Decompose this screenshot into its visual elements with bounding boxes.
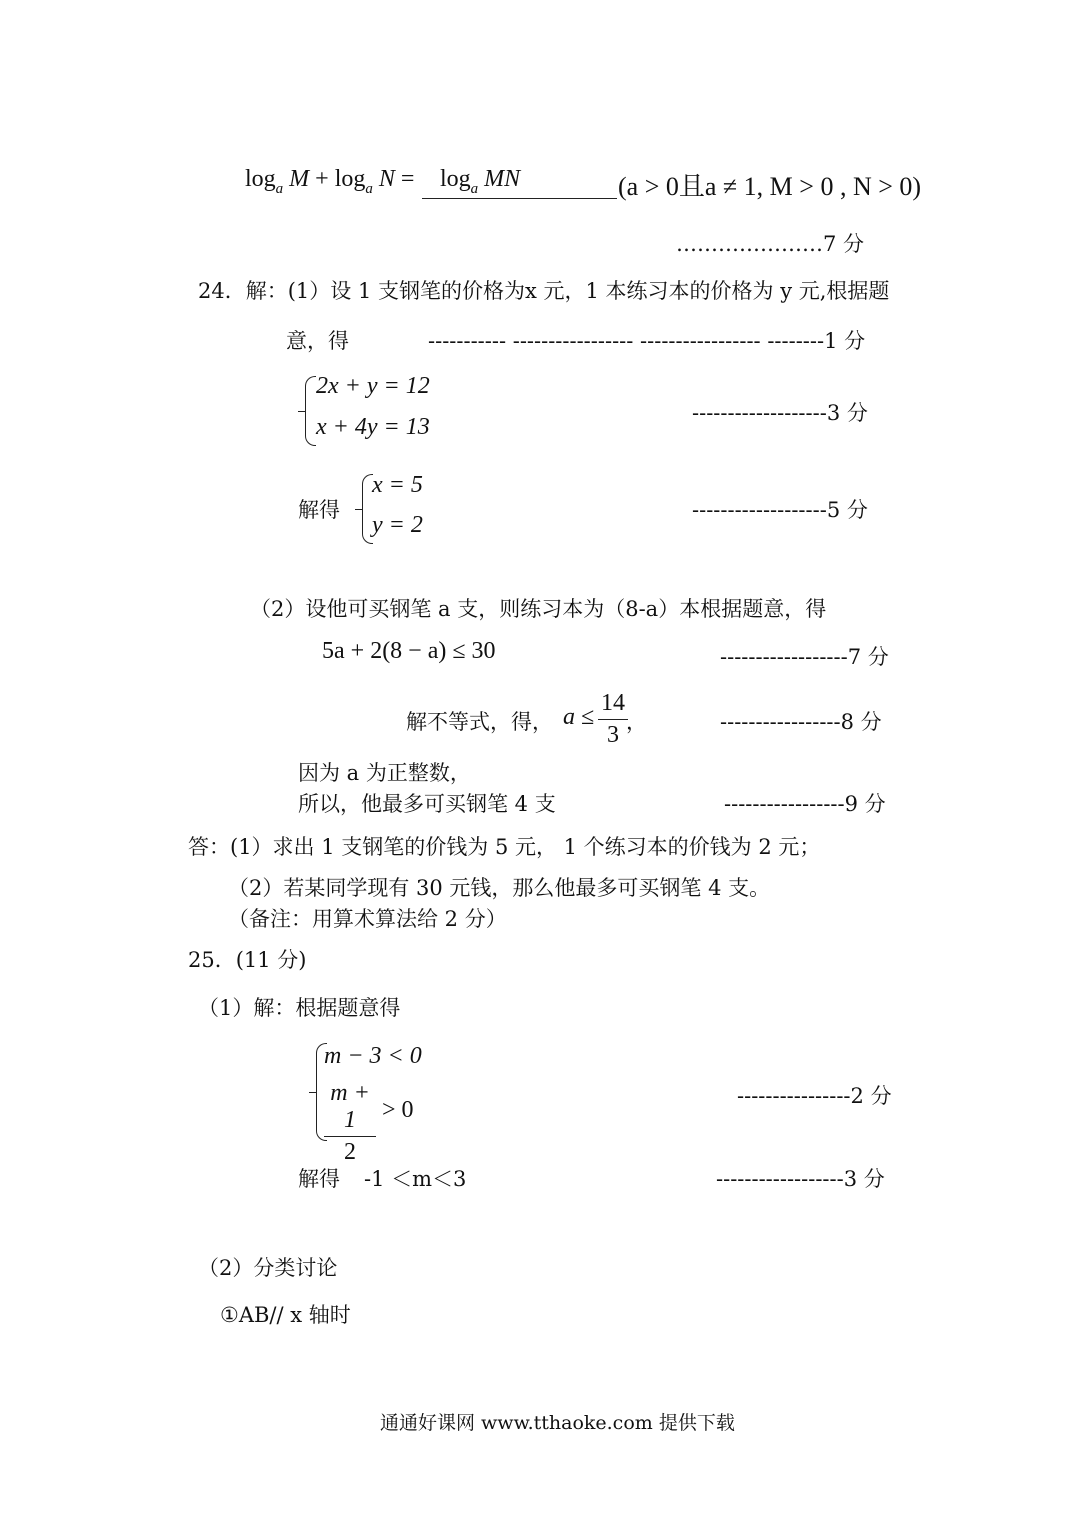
case-1: ①AB// x 轴时 [220, 1303, 351, 1327]
log-rule-lhs: $\log_a M + \log_a N$ = [245, 166, 415, 197]
fraction-m-plus-1 [324, 1080, 376, 1166]
score-3-q25: ------------------3 分 [716, 1167, 885, 1191]
solution-y: y = 2 [372, 512, 423, 538]
log-rule-answer: $\log_a$ MN [440, 166, 521, 197]
q25-part2: （2）分类讨论 [198, 1256, 338, 1280]
solution-x: x = 5 [372, 472, 423, 498]
inequality-a: a ≤ [563, 704, 595, 730]
so-line: 所以，他最多可买钢笔 4 支 [298, 792, 556, 816]
comma: ， [626, 710, 647, 734]
fraction-14-3 [598, 690, 628, 749]
fraction-denominator: 2 [344, 1139, 356, 1165]
fraction-numerator: m + 1 [330, 1080, 370, 1133]
fraction-numerator: 14 [601, 690, 625, 716]
answer-2: （2）若某同学现有 30 元钱，那么他最多可买钢笔 4 支。 [228, 876, 771, 900]
inequality: 5a + 2(8 − a) ≤ 30 [322, 638, 496, 664]
score-1: ----------- ----------------- ----------------- --------1 分 [428, 329, 866, 353]
q24-intro-cont: 意，得 [286, 329, 349, 353]
equation-1: 2x + y = 12 [316, 373, 430, 399]
score-5: -------------------5 分 [692, 498, 868, 522]
solve-label-q25: 解得 [298, 1167, 340, 1191]
solve-inequality-label: 解不等式，得， [406, 710, 553, 734]
solve-label-q24: 解得 [298, 498, 340, 522]
score-7-log: …………………7 分 [676, 232, 865, 256]
q24-part2: （2）设他可买钢笔 a 支，则练习本为（8-a）本根据题意，得 [250, 597, 827, 621]
condition-1: m − 3 < 0 [324, 1043, 422, 1069]
answer-1: 答：(1）求出 1 支钢笔的价钱为 5 元， 1 个练习本的价钱为 2 元； [188, 835, 821, 859]
score-8: -----------------8 分 [720, 710, 882, 734]
fraction-bar [324, 1136, 376, 1137]
log-rule-condition: (a > 0且a ≠ 1, M > 0 , N > 0) [618, 172, 922, 201]
q25-title: 25．(11 分) [188, 948, 307, 972]
solve-range: -1 ＜m＜3 [364, 1167, 467, 1191]
equation-2: x + 4y = 13 [316, 414, 430, 440]
greater-than-zero: > 0 [382, 1097, 414, 1123]
fraction-denominator: 3 [607, 722, 619, 748]
score-2: ----------------2 分 [737, 1084, 892, 1108]
score-3-q24: -------------------3 分 [692, 401, 868, 425]
q24-intro: 24．解：(1）设 1 支钢笔的价格为x 元，1 本练习本的价格为 y 元,根据题 [198, 279, 890, 303]
because-line: 因为 a 为正整数， [298, 761, 471, 785]
q25-part1: （1）解：根据题意得 [198, 996, 401, 1020]
note: （备注：用算术算法给 2 分） [228, 907, 507, 931]
answer-blank-line [422, 198, 617, 199]
system-brace-1 [305, 376, 316, 446]
score-9: -----------------9 分 [724, 792, 886, 816]
footer-text: 通通好课网 www.tthaoke.com 提供下载 [380, 1412, 735, 1434]
fraction-bar [598, 719, 628, 720]
score-7-q24: ------------------7 分 [720, 645, 889, 669]
